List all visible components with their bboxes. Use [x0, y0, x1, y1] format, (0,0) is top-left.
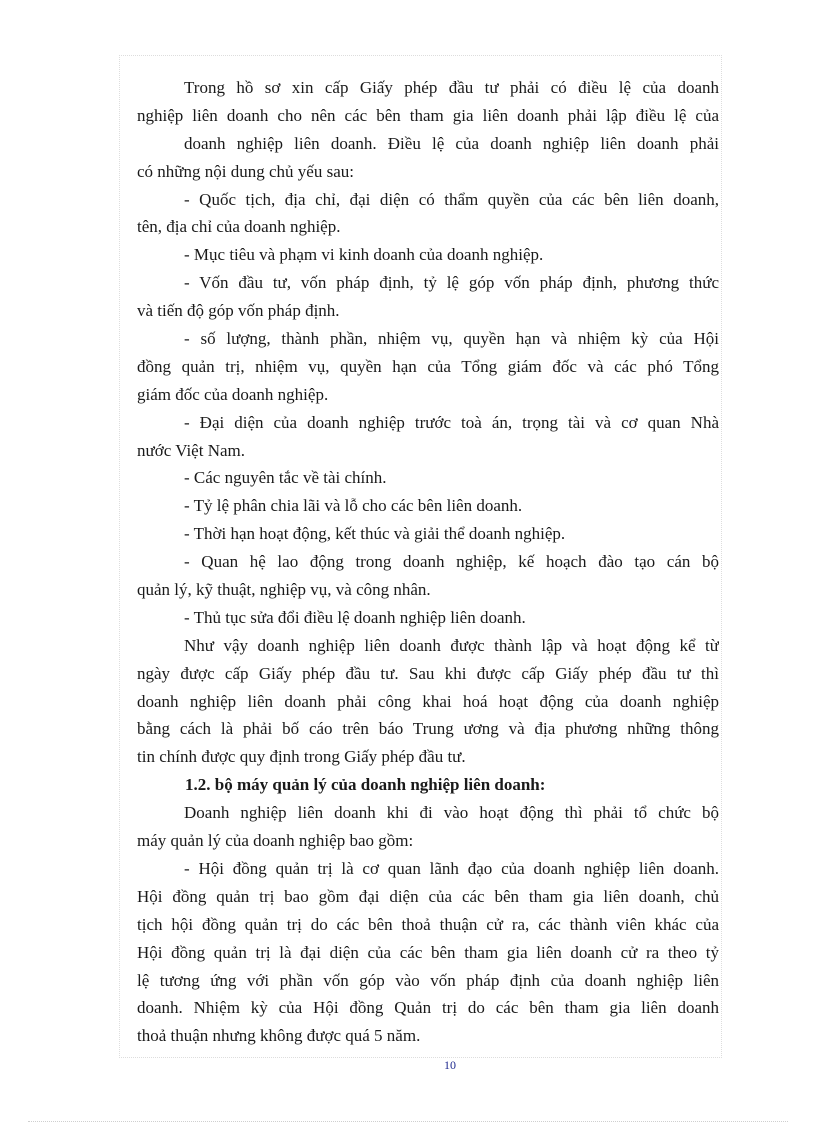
document-body [137, 74, 719, 1050]
paragraph-line: nghiệp liên doanh cho nên các bên tham gia liên doanh phải lập điều lệ của [137, 105, 719, 125]
list-item-line: - số lượng, thành phần, nhiệm vụ, quyền hạn và nhiệm kỳ của Hội [184, 329, 719, 349]
list-item-line: - Thủ tục sửa đổi điều lệ doanh nghiệp liên doanh. [184, 607, 526, 627]
list-item-line: quản lý, kỹ thuật, nghiệp vụ, và công nhân. [137, 580, 431, 600]
list-item-line: và tiến độ góp vốn pháp định. [137, 301, 340, 321]
list-item-line: - Mục tiêu và phạm vi kinh doanh của doanh nghiệp. [184, 245, 544, 265]
paragraph-line: doanh. Nhiệm kỳ của Hội đồng Quản trị do các bên tham gia liên doanh [137, 998, 719, 1018]
paragraph-line: ngày được cấp Giấy phép đầu tư. Sau khi được cấp Giấy phép đầu tư thì [137, 663, 719, 683]
list-item-line: - Quốc tịch, địa chỉ, đại diện có thẩm quyền của các bên liên doanh, [184, 189, 719, 209]
paragraph-line: lệ tương ứng với phần vốn góp vào vốn pháp định của doanh nghiệp liên [137, 970, 719, 990]
list-item-line: - Tỷ lệ phân chia lãi và lỗ cho các bên liên doanh. [184, 496, 523, 516]
paragraph-line: tịch hội đồng quản trị do các bên thoả thuận cử ra, các thành viên khác của [137, 914, 719, 934]
list-item-line: nước Việt Nam. [137, 440, 245, 460]
paragraph-line: thoả thuận nhưng không được quá 5 năm. [137, 1026, 421, 1046]
page-number: 10 [444, 1058, 456, 1072]
list-item-line: - Hội đồng quản trị là cơ quan lãnh đạo của doanh nghiệp liên doanh. [184, 858, 719, 878]
paragraph-line: doanh nghiệp liên doanh. Điều lệ của doanh nghiệp liên doanh phải [184, 133, 719, 153]
paragraph-line: bằng cách là phải bố cáo trên báo Trung ương và địa phương những thông [137, 719, 719, 739]
paragraph-line: Trong hồ sơ xin cấp Giấy phép đầu tư phải có điều lệ của doanh [184, 78, 719, 97]
list-item-line: - Các nguyên tắc về tài chính. [184, 468, 387, 488]
paragraph-line: tin chính được quy định trong Giấy phép đầu tư. [137, 747, 466, 767]
section-heading: 1.2. bộ máy quản lý của doanh nghiệp liên doanh: [185, 775, 546, 795]
list-item-line: tên, địa chỉ của doanh nghiệp. [137, 217, 341, 237]
paragraph-line: Doanh nghiệp liên doanh khi đi vào hoạt động thì phải tổ chức bộ [184, 803, 719, 823]
paragraph-line: Như vậy doanh nghiệp liên doanh được thành lập và hoạt động kể từ [184, 635, 719, 655]
paragraph-line: có những nội dung chủ yếu sau: [137, 161, 354, 181]
list-item-line: - Thời hạn hoạt động, kết thúc và giải thể doanh nghiệp. [184, 524, 566, 544]
list-item-line: - Vốn đầu tư, vốn pháp định, tỷ lệ góp vốn pháp định, phương thức [184, 273, 719, 293]
paragraph-line: Hội đồng quản trị bao gồm đại diện của các bên tham gia liên doanh, chủ [137, 886, 719, 906]
list-item-line: đồng quản trị, nhiệm vụ, quyền hạn của Tổng giám đốc và các phó Tổng [137, 356, 719, 376]
paragraph-line: Hội đồng quản trị là đại diện của các bên tham gia liên doanh cử ra theo tỷ [137, 942, 719, 962]
paragraph-line: doanh nghiệp liên doanh phải công khai hoá hoạt động của doanh nghiệp [137, 691, 719, 711]
list-item-line: - Quan hệ lao động trong doanh nghiệp, kế hoạch đào tạo cán bộ [184, 552, 719, 572]
paragraph-line: máy quản lý của doanh nghiệp bao gồm: [137, 831, 414, 851]
list-item-line: giám đốc của doanh nghiệp. [137, 384, 329, 404]
page-bottom-divider [28, 1121, 788, 1122]
list-item-line: - Đại diện của doanh nghiệp trước toà án, trọng tài và cơ quan Nhà [184, 412, 719, 432]
